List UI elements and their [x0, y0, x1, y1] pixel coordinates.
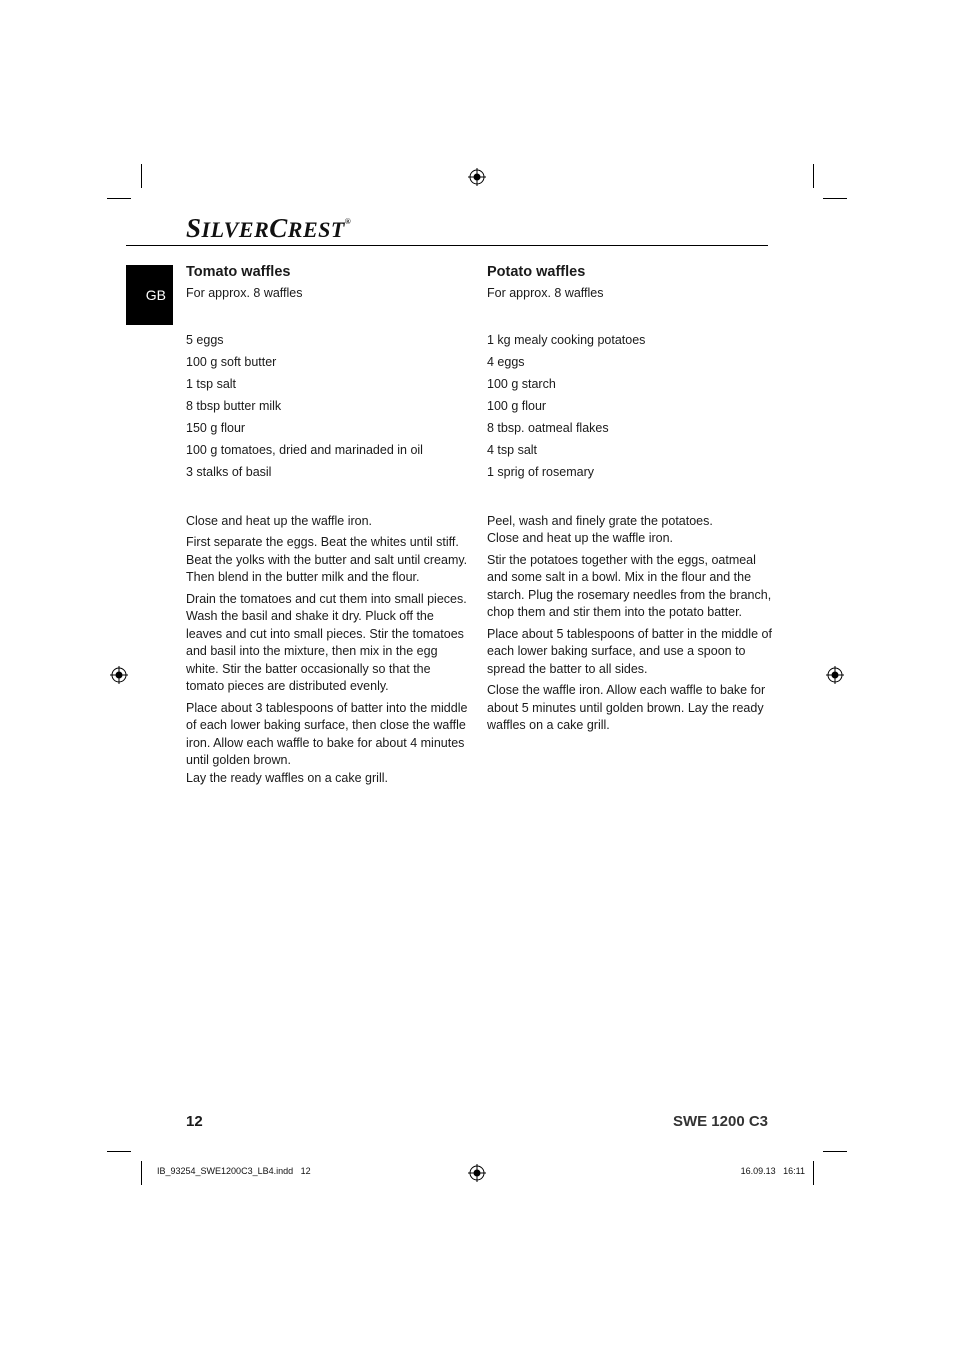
list-item: 100 g tomatoes, dried and marinaded in oil	[186, 442, 423, 457]
instructions	[487, 513, 772, 735]
language-tab: GB	[126, 265, 173, 325]
print-slug-file: IB_93254_SWE1200C3_LB4.indd 12	[157, 1166, 311, 1176]
list-item: 3 stalks of basil	[186, 464, 272, 479]
recipe-yield: For approx. 8 waffles	[487, 286, 604, 300]
instruction-paragraph: Peel, wash and finely grate the potatoes.	[487, 513, 713, 528]
list-item: 1 tsp salt	[186, 376, 237, 391]
recipe-tomato-waffles	[186, 263, 471, 791]
instruction-paragraph: First separate the eggs. Beat the whites until stiff. Beat the yolks with the butter and salt until creamy. Then blend in the butter milk and the flour.	[186, 535, 468, 584]
list-item: 4 eggs	[487, 354, 525, 369]
header-rule	[126, 245, 768, 246]
registration-mark-icon	[826, 666, 844, 684]
registration-mark-icon	[110, 666, 128, 684]
list-item: 150 g flour	[186, 420, 246, 435]
list-item: 1 kg mealy cooking potatoes	[487, 332, 646, 347]
list-item: 100 g flour	[487, 398, 547, 413]
registration-mark-icon	[468, 168, 486, 186]
instruction-paragraph: Drain the tomatoes and cut them into small pieces. Wash the basil and shake it dry. Pluck off the leaves and cut into small pieces. Stir the tomatoes and basil into the mixture, then mix in the egg white. Stir the batter occasionally so that the tomato pieces are distributed evenly.	[186, 591, 467, 693]
list-item: 1 sprig of rosemary	[487, 464, 594, 479]
list-item: 100 g starch	[487, 376, 556, 391]
print-slug-date: 16.09.13 16:11	[740, 1166, 805, 1176]
list-item: 8 tbsp. oatmeal flakes	[487, 420, 609, 435]
registration-mark-icon	[468, 1164, 486, 1182]
list-item: 4 tsp salt	[487, 442, 538, 457]
instruction-paragraph: Close and heat up the waffle iron.	[186, 513, 373, 528]
recipe-title: Tomato waffles	[186, 264, 291, 280]
recipe-yield: For approx. 8 waffles	[186, 286, 303, 300]
page-number: 12	[186, 1113, 203, 1130]
crop-mark	[107, 1151, 131, 1152]
instruction-paragraph: Stir the potatoes together with the eggs, oatmeal and some salt in a bowl. Mix in the flour and the starch. Plug the rosemary needles from the branch, chop them and stir them into the potato batter.	[487, 552, 772, 619]
crop-mark	[823, 1151, 847, 1152]
recipe-potato-waffles	[487, 263, 772, 739]
crop-mark	[141, 164, 142, 188]
crop-mark	[141, 1161, 142, 1185]
crop-mark	[107, 198, 131, 199]
brand-logo: SILVERCREST®	[186, 213, 352, 243]
instruction-paragraph: Lay the ready waffles on a cake grill.	[186, 770, 388, 785]
instruction-paragraph: Place about 3 tablespoons of batter into the middle of each lower baking surface, then close the waffle iron. Allow each waffle to bake for about 4 minutes until golden brown.	[186, 700, 468, 767]
recipe-title: Potato waffles	[487, 264, 586, 280]
instruction-paragraph: Place about 5 tablespoons of batter in the middle of each lower baking surface, and use a spoon to spread the batter to all sides.	[487, 626, 772, 676]
crop-mark	[813, 164, 814, 188]
instruction-paragraph: Close the waffle iron. Allow each waffle to bake for about 5 minutes until golden brown. Lay the ready waffles on a cake grill.	[487, 683, 766, 732]
instruction-paragraph: Close and heat up the waffle iron.	[487, 531, 674, 545]
ingredient-list	[487, 329, 772, 483]
list-item: 100 g soft butter	[186, 354, 277, 369]
instructions	[186, 513, 471, 788]
crop-mark	[813, 1161, 814, 1185]
list-item: 8 tbsp butter milk	[186, 398, 282, 413]
crop-mark	[823, 198, 847, 199]
ingredient-list	[186, 329, 471, 483]
list-item: 5 eggs	[186, 332, 224, 347]
model-number: SWE 1200 C3	[672, 1113, 768, 1130]
